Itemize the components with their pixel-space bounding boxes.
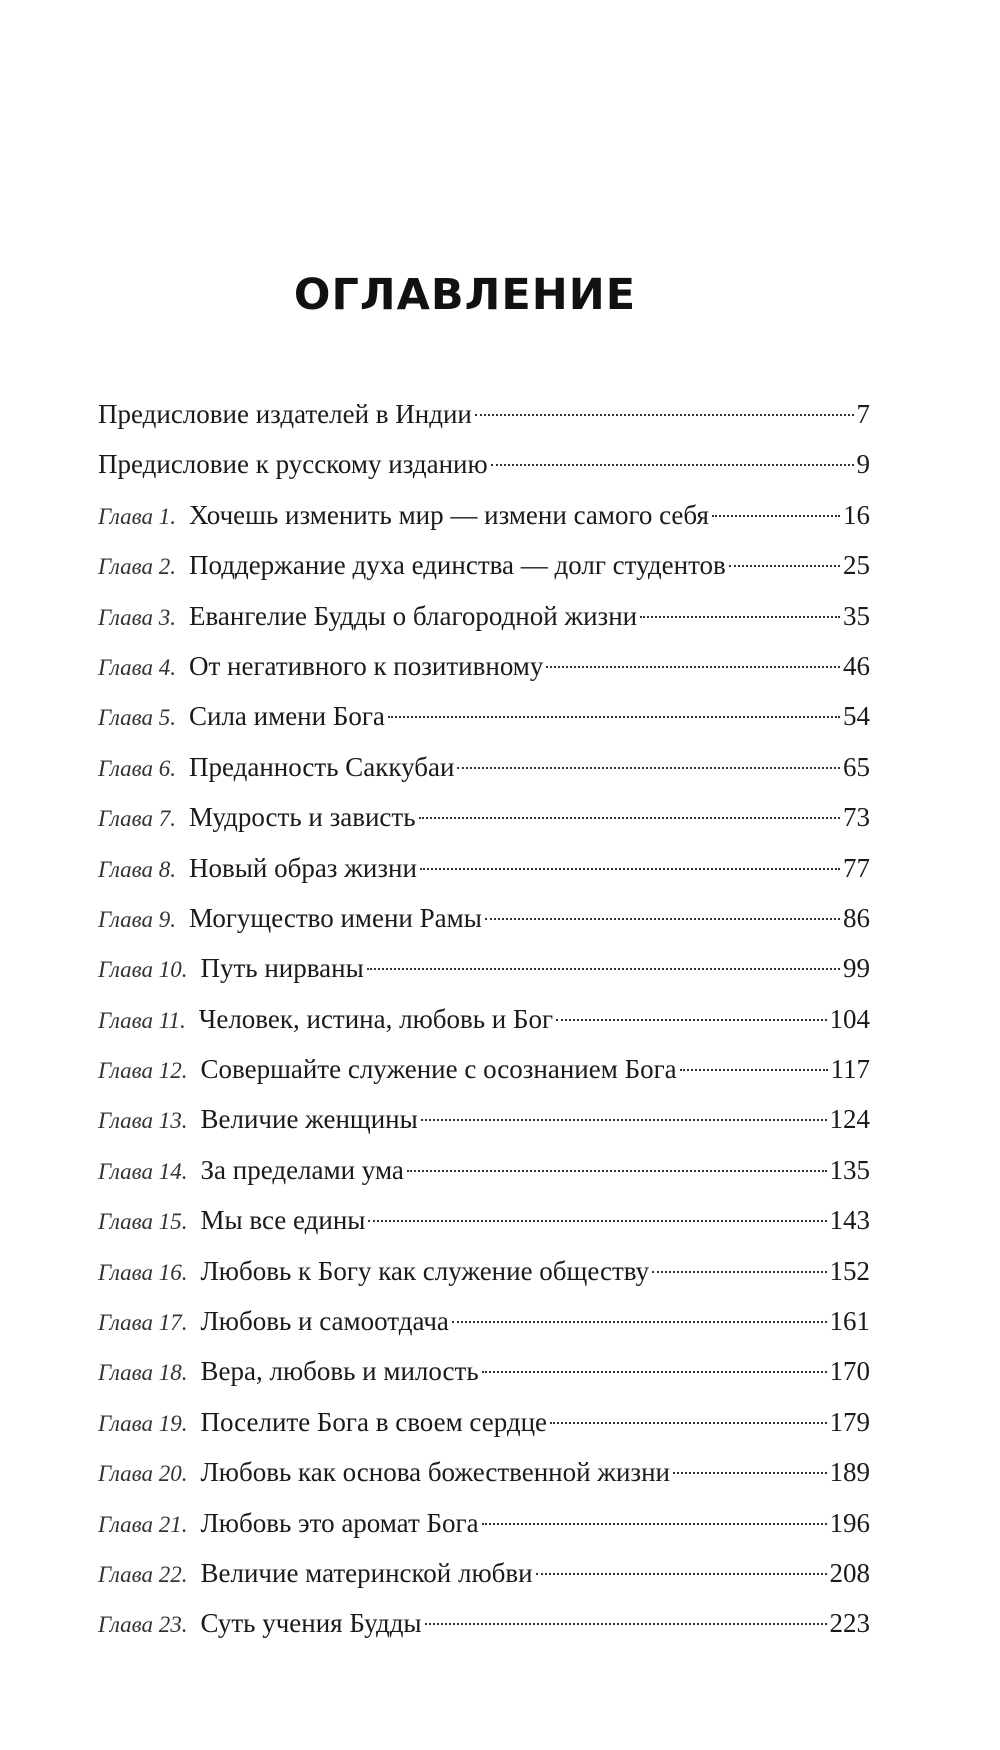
entry-title: Могущество имени Рамы xyxy=(189,902,482,933)
chapter-label: Глава 14. xyxy=(98,1158,188,1184)
entry-title: Евангелие Будды о благородной жизни xyxy=(189,600,638,631)
chapter-label: Глава 3. xyxy=(98,604,176,630)
page-number: 196 xyxy=(829,1507,870,1538)
page-number: 16 xyxy=(843,499,870,530)
toc-entry xyxy=(98,1246,870,1296)
dot-leader xyxy=(368,1220,826,1222)
dot-leader xyxy=(475,414,854,416)
table-of-contents xyxy=(98,389,870,1649)
chapter-label: Глава 4. xyxy=(98,654,176,680)
chapter-label: Глава 7. xyxy=(98,806,176,832)
toc-entry xyxy=(98,1296,870,1346)
dot-leader xyxy=(550,1422,826,1424)
entry-title: Сила имени Бога xyxy=(189,701,385,732)
entry-title: Любовь и самоотдача xyxy=(200,1306,449,1337)
chapter-label: Глава 20. xyxy=(98,1461,188,1487)
page-number: 117 xyxy=(830,1054,870,1085)
dot-leader xyxy=(482,1371,827,1373)
chapter-label: Глава 2. xyxy=(98,554,176,580)
toc-entry xyxy=(98,1346,870,1396)
entry-title: Преданность Саккубаи xyxy=(189,751,455,782)
dot-leader xyxy=(367,968,840,970)
entry-title: Величие материнской любви xyxy=(200,1557,533,1588)
dot-leader xyxy=(407,1170,827,1172)
chapter-label: Глава 1. xyxy=(98,503,176,529)
entry-title: Предисловие к русскому изданию xyxy=(98,449,488,480)
page-number: 124 xyxy=(829,1104,870,1135)
page-number: 143 xyxy=(829,1205,870,1236)
toc-entry xyxy=(98,389,870,439)
entry-title: Любовь как основа божественной жизни xyxy=(200,1457,670,1488)
entry-title: Суть учения Будды xyxy=(200,1608,422,1639)
page-number: 99 xyxy=(843,953,870,984)
chapter-label: Глава 17. xyxy=(98,1310,188,1336)
page-number: 9 xyxy=(856,449,870,480)
dot-leader xyxy=(485,918,840,920)
toc-entry xyxy=(98,843,870,893)
dot-leader xyxy=(425,1623,827,1625)
entry-title: Путь нирваны xyxy=(200,953,364,984)
toc-entry xyxy=(98,1195,870,1245)
chapter-label: Глава 5. xyxy=(98,705,176,731)
entry-title: Любовь к Богу как служение обществу xyxy=(200,1255,650,1286)
toc-entry xyxy=(98,439,870,489)
toc-entry xyxy=(98,591,870,641)
dot-leader xyxy=(536,1573,827,1575)
dot-leader xyxy=(680,1069,828,1071)
toc-entry xyxy=(98,792,870,842)
dot-leader xyxy=(388,716,840,718)
toc-entry xyxy=(98,1044,870,1094)
dot-leader xyxy=(421,1119,827,1121)
toc-entry xyxy=(98,1397,870,1447)
dot-leader xyxy=(640,616,840,618)
page-number: 189 xyxy=(829,1457,870,1488)
chapter-label: Глава 8. xyxy=(98,856,176,882)
entry-title: Новый образ жизни xyxy=(189,852,417,883)
chapter-label: Глава 23. xyxy=(98,1612,188,1638)
page-number: 25 xyxy=(843,550,870,581)
chapter-label: Глава 11. xyxy=(98,1007,186,1033)
chapter-label: Глава 19. xyxy=(98,1410,188,1436)
page-number: 170 xyxy=(829,1356,870,1387)
dot-leader xyxy=(419,817,840,819)
page-number: 73 xyxy=(843,802,870,833)
chapter-label: Глава 22. xyxy=(98,1561,188,1587)
toc-entry xyxy=(98,1145,870,1195)
page-title: ОГЛАВЛЕНИЕ xyxy=(293,270,637,320)
page-number: 7 xyxy=(856,399,870,429)
chapter-label: Глава 6. xyxy=(98,755,176,781)
dot-leader xyxy=(457,767,840,769)
toc-entry xyxy=(98,691,870,741)
dot-leader xyxy=(652,1271,826,1273)
toc-entry xyxy=(98,490,870,540)
entry-title: Поселите Бога в своем сердце xyxy=(200,1406,548,1437)
toc-entry xyxy=(98,1548,870,1598)
dot-leader xyxy=(556,1019,826,1021)
toc-entry xyxy=(98,742,870,792)
dot-leader xyxy=(452,1321,827,1323)
chapter-label: Глава 10. xyxy=(98,957,188,983)
entry-title: Величие женщины xyxy=(200,1104,418,1135)
page-number: 152 xyxy=(829,1255,870,1286)
dot-leader xyxy=(673,1472,827,1474)
page-number: 223 xyxy=(829,1608,870,1639)
chapter-label: Глава 9. xyxy=(98,906,176,932)
entry-title: Поддержание духа единства — долг студентов xyxy=(189,550,726,581)
chapter-label: Глава 12. xyxy=(98,1058,188,1084)
page-number: 46 xyxy=(843,650,870,681)
toc-entry xyxy=(98,994,870,1044)
toc-entry xyxy=(98,1498,870,1548)
dot-leader xyxy=(546,666,840,668)
page-number: 208 xyxy=(829,1557,870,1588)
entry-title: Мудрость и зависть xyxy=(189,802,416,833)
page-number: 54 xyxy=(843,701,870,732)
chapter-label: Глава 21. xyxy=(98,1511,188,1537)
entry-title: От негативного к позитивному xyxy=(189,650,544,681)
toc-entry xyxy=(98,943,870,993)
page-number: 135 xyxy=(829,1154,870,1185)
dot-leader xyxy=(712,515,840,517)
toc-entry xyxy=(98,1598,870,1648)
dot-leader xyxy=(491,464,854,466)
toc-entry xyxy=(98,893,870,943)
chapter-label: Глава 16. xyxy=(98,1259,188,1285)
page-number: 104 xyxy=(829,1003,870,1034)
page-number: 77 xyxy=(843,852,870,883)
toc-entry xyxy=(98,1094,870,1144)
toc-entry xyxy=(98,540,870,590)
chapter-label: Глава 13. xyxy=(98,1108,188,1134)
entry-title: Вера, любовь и милость xyxy=(200,1356,479,1387)
page-number: 35 xyxy=(843,600,870,631)
toc-entry xyxy=(98,1447,870,1497)
chapter-label: Глава 18. xyxy=(98,1360,188,1386)
entry-title: За пределами ума xyxy=(200,1154,404,1185)
entry-title: Предисловие издателей в Индии xyxy=(98,399,472,429)
entry-title: Мы все едины xyxy=(200,1205,366,1236)
page-number: 179 xyxy=(829,1406,870,1437)
entry-title: Хочешь изменить мир — измени самого себя xyxy=(189,499,709,530)
entry-title: Совершайте служение с осознанием Бога xyxy=(200,1054,677,1085)
dot-leader xyxy=(482,1523,827,1525)
dot-leader xyxy=(729,565,840,567)
page-number: 65 xyxy=(843,751,870,782)
dot-leader xyxy=(420,868,840,870)
page-number: 86 xyxy=(843,902,870,933)
page-number: 161 xyxy=(829,1306,870,1337)
chapter-label: Глава 15. xyxy=(98,1209,188,1235)
entry-title: Человек, истина, любовь и Бог xyxy=(198,1003,554,1034)
entry-title: Любовь это аромат Бога xyxy=(200,1507,479,1538)
toc-entry xyxy=(98,641,870,691)
